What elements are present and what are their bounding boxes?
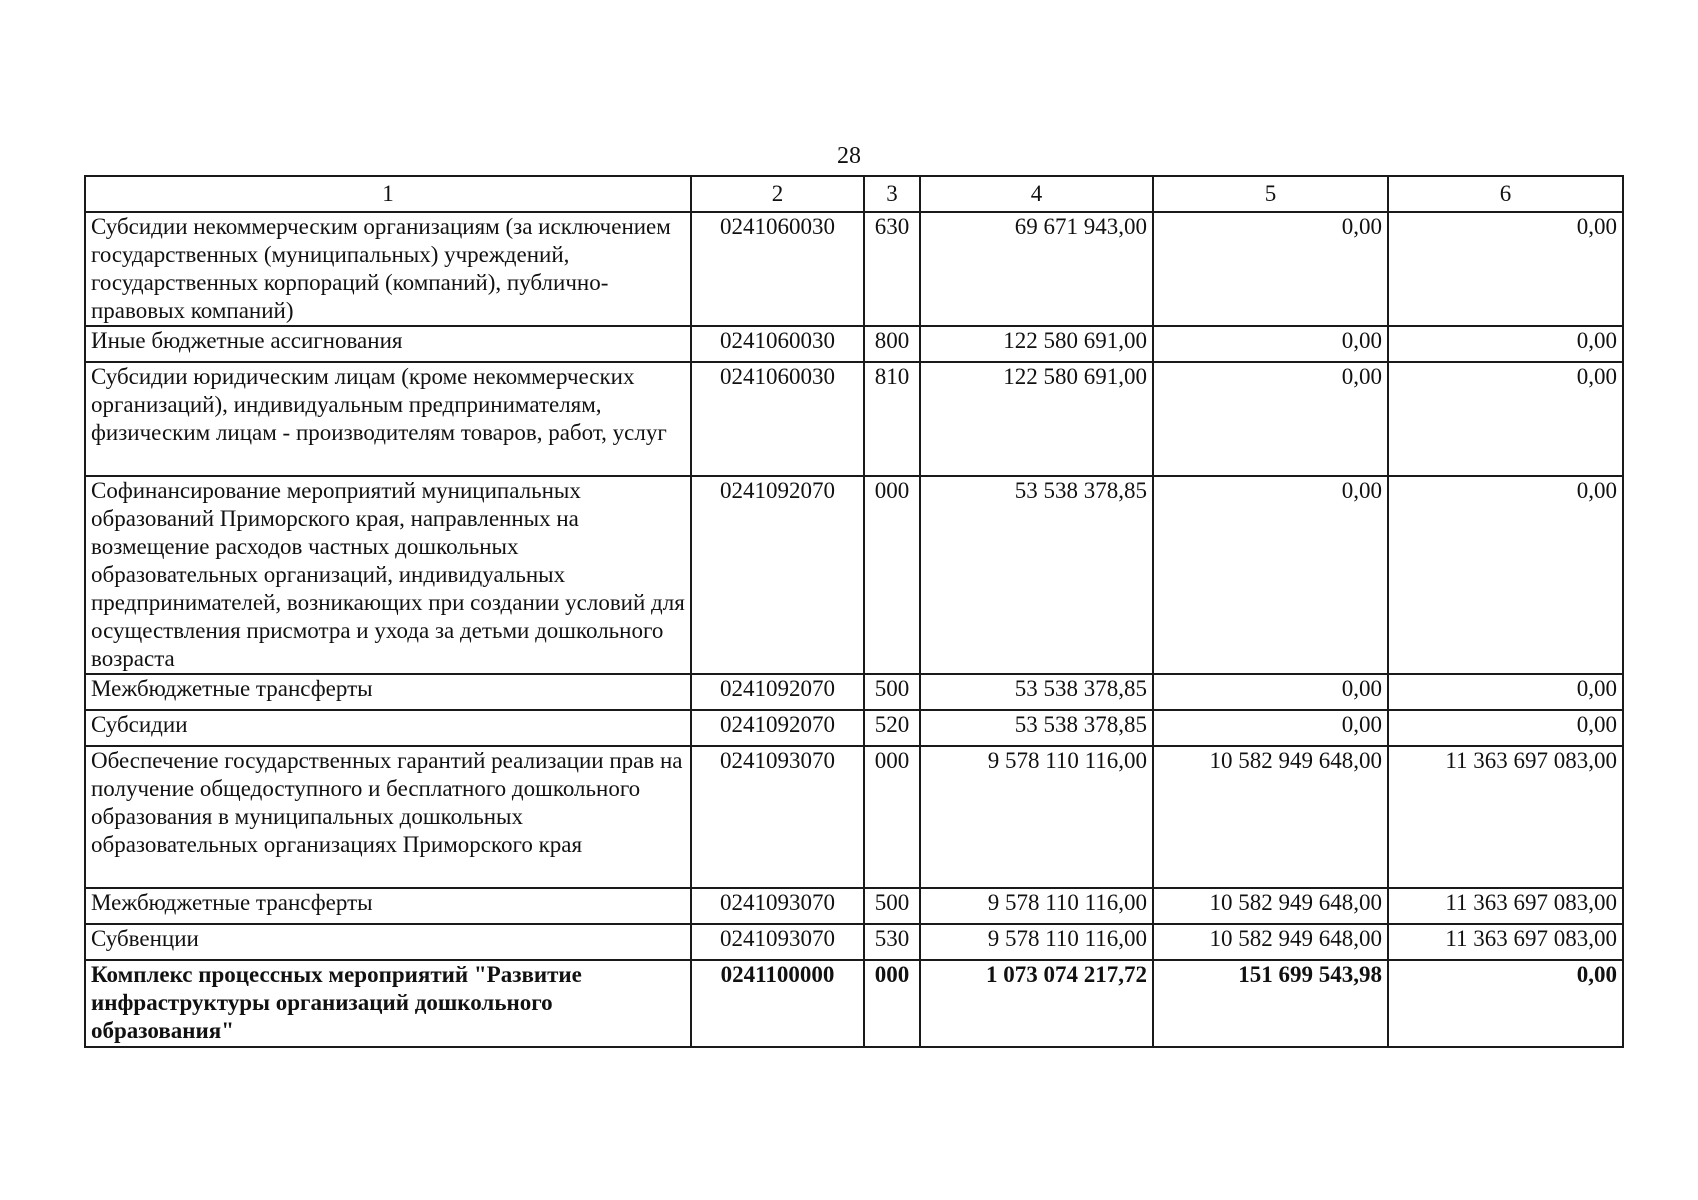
row-amount-col4: 9 578 110 116,00 [920,924,1153,960]
row-name: Межбюджетные трансферты [85,674,691,710]
row-target-code: 0241060030 [691,212,864,326]
row-amount-col4: 122 580 691,00 [920,326,1153,362]
row-amount-col4: 9 578 110 116,00 [920,746,1153,888]
row-amount-col5: 0,00 [1153,710,1388,746]
column-header-4: 4 [920,176,1153,212]
row-target-code: 0241092070 [691,476,864,674]
row-target-code: 0241093070 [691,746,864,888]
row-amount-col6: 0,00 [1388,674,1623,710]
column-header-2: 2 [691,176,864,212]
page-number: 28 [837,143,861,169]
column-header-3: 3 [864,176,920,212]
row-amount-col6: 11 363 697 083,00 [1388,746,1623,888]
row-target-code: 0241092070 [691,710,864,746]
row-name: Межбюджетные трансферты [85,888,691,924]
row-expense-type: 500 [864,888,920,924]
row-name: Субвенции [85,924,691,960]
row-name: Субсидии [85,710,691,746]
row-name: Субсидии некоммерческим организациям (за исключением государственных (муниципальных) учреждений, государственных корпораций (компаний), публично-правовых компаний) [85,212,691,326]
header-row [85,176,1623,212]
row-amount-col6: 0,00 [1388,326,1623,362]
table-row [85,326,1623,362]
row-amount-col6: 11 363 697 083,00 [1388,924,1623,960]
table-row [85,888,1623,924]
row-name: Иные бюджетные ассигнования [85,326,691,362]
row-target-code: 0241060030 [691,326,864,362]
column-header-5: 5 [1153,176,1388,212]
row-amount-col6: 0,00 [1388,476,1623,674]
row-amount-col6: 0,00 [1388,212,1623,326]
row-amount-col4: 122 580 691,00 [920,362,1153,476]
row-amount-col5: 10 582 949 648,00 [1153,888,1388,924]
table-row [85,960,1623,1047]
row-expense-type: 800 [864,326,920,362]
row-expense-type: 500 [864,674,920,710]
row-amount-col4: 1 073 074 217,72 [920,960,1153,1047]
row-target-code: 0241100000 [691,960,864,1047]
row-name: Комплекс процессных мероприятий "Развитие инфраструктуры организаций дошкольного образования" [85,960,691,1047]
row-expense-type: 810 [864,362,920,476]
row-target-code: 0241060030 [691,362,864,476]
row-amount-col4: 53 538 378,85 [920,674,1153,710]
row-amount-col5: 0,00 [1153,674,1388,710]
row-amount-col4: 69 671 943,00 [920,212,1153,326]
table-row [85,674,1623,710]
budget-table [84,175,1624,1048]
table-row [85,924,1623,960]
row-expense-type: 630 [864,212,920,326]
row-name: Субсидии юридическим лицам (кроме некоммерческих организаций), индивидуальным предпринимателям, физическим лицам - производителям товаров, работ, услуг [85,362,691,476]
column-header-6: 6 [1388,176,1623,212]
row-amount-col4: 53 538 378,85 [920,710,1153,746]
row-expense-type: 000 [864,746,920,888]
row-amount-col6: 0,00 [1388,960,1623,1047]
table-row [85,362,1623,476]
row-name: Софинансирование мероприятий муниципальных образований Приморского края, направленных на возмещение расходов частных дошкольных образовательных организаций, индивидуальных предпринимателей, возникающих при создании условий для осуществления присмотра и ухода за детьми дошкольного возраста [85,476,691,674]
row-amount-col4: 9 578 110 116,00 [920,888,1153,924]
row-target-code: 0241093070 [691,924,864,960]
row-expense-type: 530 [864,924,920,960]
row-amount-col5: 0,00 [1153,362,1388,476]
row-amount-col5: 0,00 [1153,476,1388,674]
row-expense-type: 520 [864,710,920,746]
table-row [85,746,1623,888]
row-expense-type: 000 [864,476,920,674]
row-amount-col6: 0,00 [1388,710,1623,746]
table-row [85,710,1623,746]
row-amount-col5: 10 582 949 648,00 [1153,924,1388,960]
row-amount-col6: 0,00 [1388,362,1623,476]
row-amount-col6: 11 363 697 083,00 [1388,888,1623,924]
row-expense-type: 000 [864,960,920,1047]
row-amount-col5: 0,00 [1153,326,1388,362]
row-amount-col5: 10 582 949 648,00 [1153,746,1388,888]
row-amount-col4: 53 538 378,85 [920,476,1153,674]
row-name: Обеспечение государственных гарантий реализации прав на получение общедоступного и бесплатного дошкольного образования в муниципальных дошкольных образовательных организациях Приморского края [85,746,691,888]
table-row [85,212,1623,326]
table-row [85,476,1623,674]
row-target-code: 0241092070 [691,674,864,710]
row-amount-col5: 151 699 543,98 [1153,960,1388,1047]
row-target-code: 0241093070 [691,888,864,924]
row-amount-col5: 0,00 [1153,212,1388,326]
column-header-1: 1 [85,176,691,212]
